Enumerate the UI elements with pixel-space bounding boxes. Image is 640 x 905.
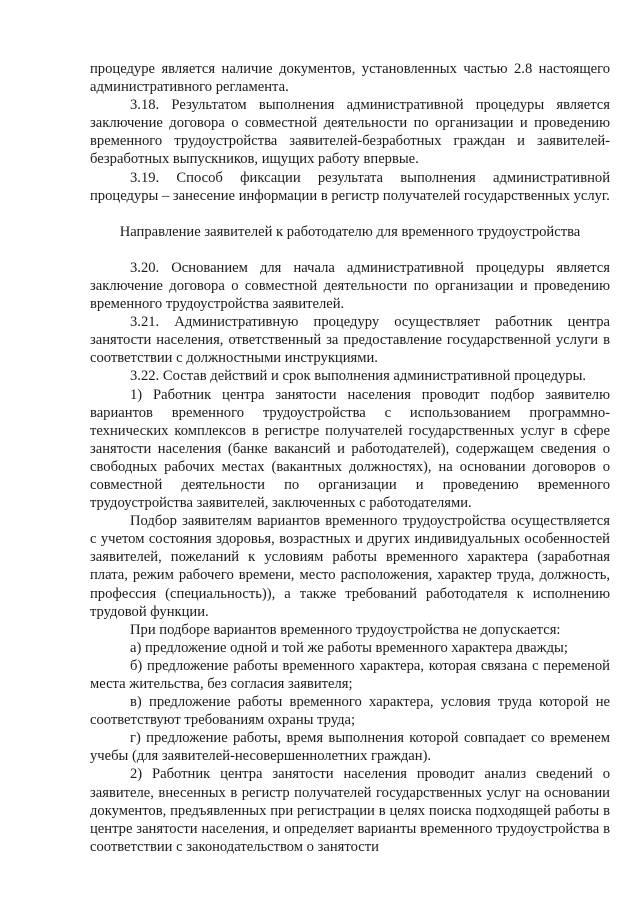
list-item-v: в) предложение работы временного характера, условия труда которой не соответствуют требованиям охраны труда; [90, 694, 610, 729]
paragraph-item-2: 2) Работник центра занятости населения проводит анализ сведений о заявителе, внесенных в регистр получателей государственных услуг на основании документов, предъявленных при регистрации в целях поиска подходящей работы в центре занятости населения, и определяет варианты временного трудоустройства в соответствии с законодательством о занятости [90, 766, 610, 855]
list-item-g: г) предложение работы, время выполнения которой совпадает со временем учебы (для заявителей-несовершеннолетних граждан). [90, 730, 610, 765]
paragraph-not-allowed: При подборе вариантов временного трудоустройства не допускается: [130, 621, 561, 638]
paragraph-continuation: процедуре является наличие документов, установленных частью 2.8 настоящего административного регламента. [90, 61, 610, 96]
document-page [90, 60, 610, 856]
section-heading: Направление заявителей к работодателю для временного трудоустройства [119, 223, 581, 240]
paragraph-3-19: 3.19. Способ фиксации результата выполнения административной процедуры – занесение информации в регистр получателей государственных услуг. [90, 169, 610, 204]
list-item-a: а) предложение одной и той же работы временного характера дважды; [130, 639, 568, 656]
paragraph-item-1: 1) Работник центра занятости населения проводит подбор заявителю вариантов временного трудоустройства с использованием программно-технических комплексов в регистре получателей государственных услуг в сфере занятости населения (банке вакансий и работодателей), содержащем сведения о свободных рабочих местах (вакантных должностях), на основании договоров о совместной деятельности по организации и проведению временного трудоустройства заявителей, заключенных с работодателями. [90, 386, 610, 512]
paragraph-3-22: 3.22. Состав действий и срок выполнения административной процедуры. [130, 368, 587, 385]
paragraph-3-18: 3.18. Результатом выполнения административной процедуры является заключение договора о совместной деятельности по организации и проведению временного трудоустройства заявителей-безработных граждан и заявителей-безработных выпускников, ищущих работу впервые. [90, 97, 610, 168]
paragraph-3-21: 3.21. Административную процедуру осуществляет работник центра занятости населения, ответственный за предоставление государственной услуги в соответствии с должностными инструкциями. [90, 314, 610, 367]
paragraph-selection-criteria: Подбор заявителям вариантов временного трудоустройства осуществляется с учетом состояния здоровья, возрастных и других индивидуальных особенностей заявителей, пожеланий к условиям работы временного характера (заработная плата, режим рабочего времени, место расположения, характер труда, должность, профессия (специальность)), а также требований работодателя к исполнению трудовой функции. [90, 513, 610, 620]
paragraph-3-20: 3.20. Основанием для начала административной процедуры является заключение договора о совместной деятельности по организации и проведению временного трудоустройства заявителей. [90, 259, 610, 313]
list-item-b: б) предложение работы временного характера, которая связана с переменой места жительства, без согласия заявителя; [90, 657, 610, 692]
